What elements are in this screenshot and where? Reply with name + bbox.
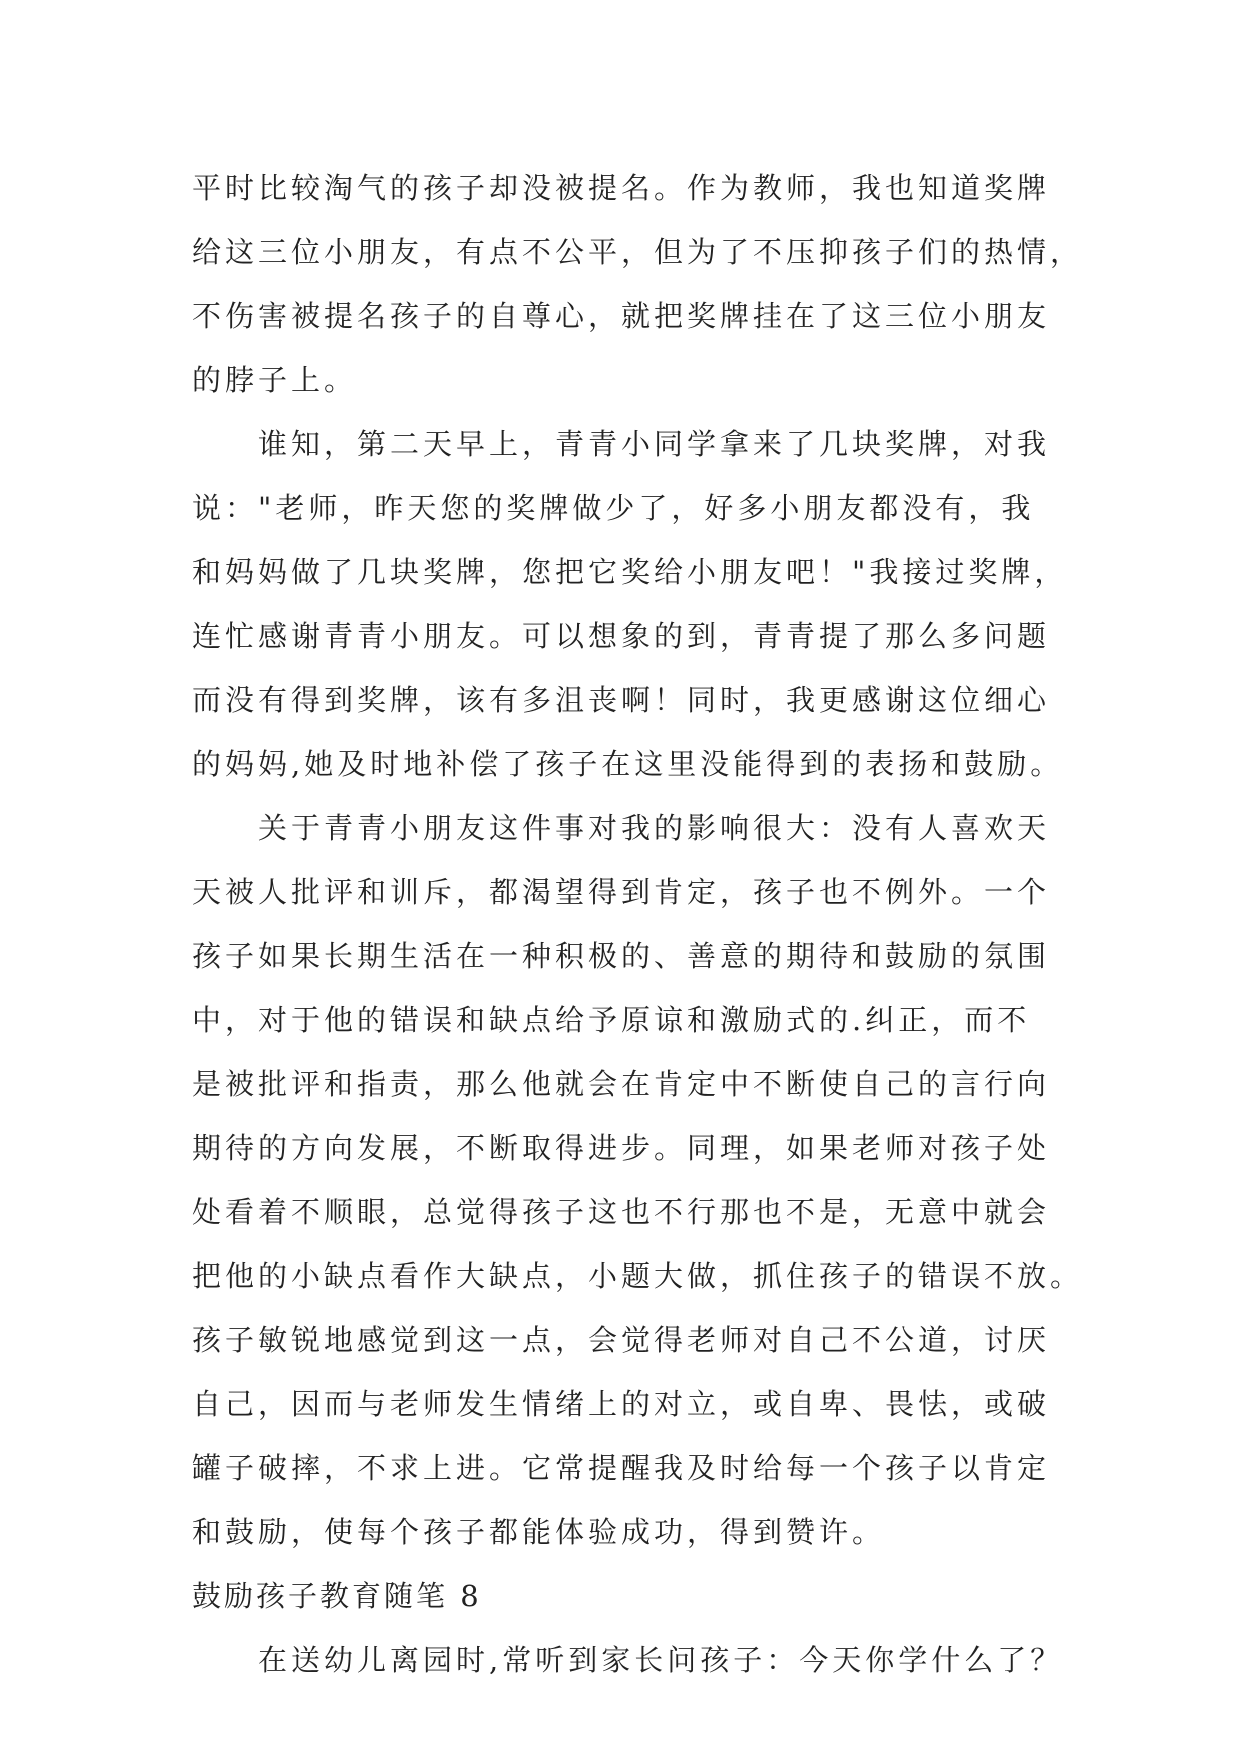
- paragraph-line: 和鼓励，使每个孩子都能体验成功，得到赞许。: [192, 1515, 886, 1549]
- paragraph-line: 中，对于他的错误和缺点给予原谅和激励式的.纠正，而不: [192, 1003, 1031, 1037]
- paragraph-line: 连忙感谢青青小朋友。可以想象的到，青青提了那么多问题: [192, 619, 1051, 653]
- paragraph-line: 和妈妈做了几块奖牌，您把它奖给小朋友吧！"我接过奖牌，: [192, 555, 1068, 589]
- paragraph-line: 关于青青小朋友这件事对我的影响很大：没有人喜欢天: [258, 811, 1051, 845]
- paragraph-line: 谁知，第二天早上，青青小同学拿来了几块奖牌，对我: [258, 427, 1051, 461]
- paragraph-line: 平时比较淘气的孩子却没被提名。作为教师，我也知道奖牌: [192, 171, 1051, 205]
- paragraph-line: 期待的方向发展，不断取得进步。同理，如果老师对孩子处: [192, 1131, 1051, 1165]
- paragraph-line: 说："老师，昨天您的奖牌做少了，好多小朋友都没有，我: [192, 491, 1035, 525]
- paragraph-line: 在送幼儿离园时,常听到家长问孩子：今天你学什么了？: [258, 1643, 1064, 1677]
- paragraph-line: 而没有得到奖牌，该有多沮丧啊！同时，我更感谢这位细心: [192, 683, 1051, 717]
- paragraph-line: 的脖子上。: [192, 363, 358, 397]
- paragraph-line: 不伤害被提名孩子的自尊心，就把奖牌挂在了这三位小朋友: [192, 299, 1051, 333]
- section-heading: 鼓励孩子教育随笔 8: [192, 1579, 482, 1613]
- document-body: [192, 156, 1084, 1692]
- paragraph-line: 把他的小缺点看作大缺点，小题大做，抓住孩子的错误不放。: [192, 1259, 1084, 1293]
- paragraph-line: 处看着不顺眼，总觉得孩子这也不行那也不是，无意中就会: [192, 1195, 1051, 1229]
- paragraph-line: 自己，因而与老师发生情绪上的对立，或自卑、畏怯，或破: [192, 1387, 1051, 1421]
- paragraph-line: 给这三位小朋友，有点不公平，但为了不压抑孩子们的热情，: [192, 235, 1084, 269]
- paragraph-line: 的妈妈,她及时地补偿了孩子在这里没能得到的表扬和鼓励。: [192, 747, 1064, 781]
- paragraph-line: 罐子破摔，不求上进。它常提醒我及时给每一个孩子以肯定: [192, 1451, 1051, 1485]
- paragraph-line: 孩子敏锐地感觉到这一点，会觉得老师对自己不公道，讨厌: [192, 1323, 1051, 1357]
- paragraph-line: 是被批评和指责，那么他就会在肯定中不断使自己的言行向: [192, 1067, 1051, 1101]
- paragraph-line: 孩子如果长期生活在一种积极的、善意的期待和鼓励的氛围: [192, 939, 1051, 973]
- paragraph-line: 天被人批评和训斥，都渴望得到肯定，孩子也不例外。一个: [192, 875, 1051, 909]
